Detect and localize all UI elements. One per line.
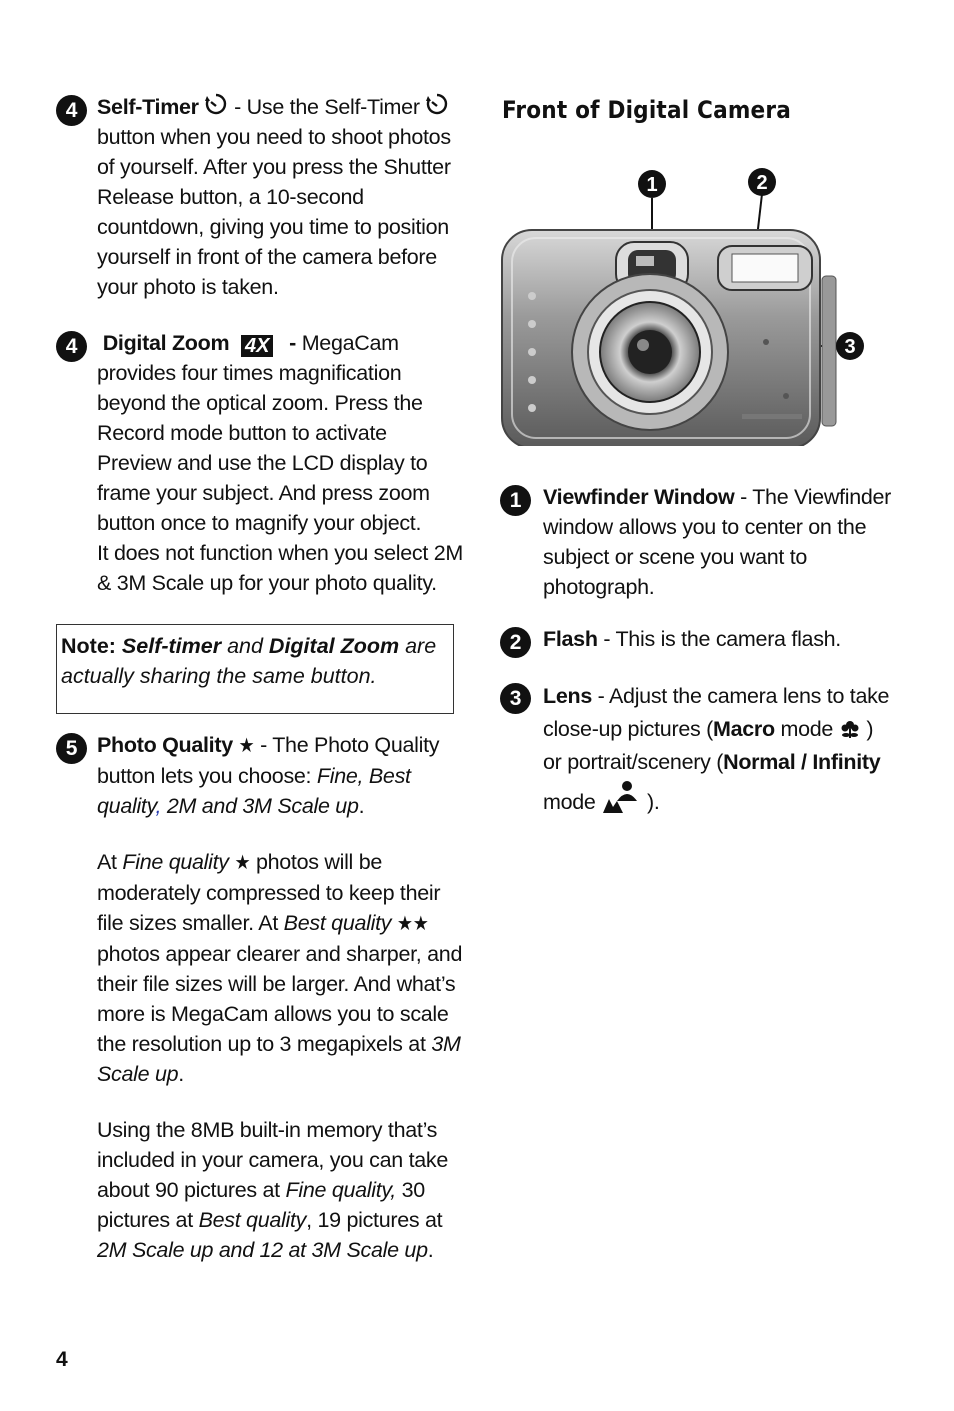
zoom-body-2: It does not function when you select 2M & 3M Scale up for your photo quality. [97,541,463,595]
note-box [56,624,454,714]
comma: , [155,794,162,818]
self-timer-intro: - Use the Self-Timer [234,95,420,119]
note-self-timer: Self-timer [121,634,222,658]
p3c: 30 pictures at [97,1178,425,1232]
quality-options: Fine, Best quality [97,764,411,818]
flash-section [500,624,920,654]
self-timer-icon [204,92,228,116]
digital-zoom-section [56,328,466,598]
close-paren-2: ). [641,790,660,814]
p3e: , 19 pictures at [306,1208,443,1232]
right-column [500,92,920,819]
quality-options-2: 2M and 3M Scale up [161,794,359,818]
p3f: 2M Scale up and 12 at 3M Scale up [97,1238,428,1262]
section-number: 4 [56,95,87,126]
photo-quality-line2: button lets you choose: [97,764,317,788]
left-column [56,92,466,1265]
p3a: Using the 8MB built-in memory that’s included in your camera, you can take about 90 pictures at [97,1118,449,1202]
section-number: 2 [500,627,531,658]
self-timer-section [56,92,466,302]
viewfinder-section [500,482,920,602]
self-timer-icon [425,92,449,116]
normal-infinity-label: Normal / Infinity [723,750,881,774]
double-star-icon: ★★ [396,913,429,935]
callout-1: 1 [646,174,658,196]
lens-body: - Adjust the camera lens to take close-up pictures ( [543,684,890,741]
p2c: photos will be moderately compressed to keep their file sizes smaller. At [97,850,441,935]
flash-body: - This is the camera flash. [597,627,841,651]
lens-section [500,680,920,819]
portrait-scenery-icon [601,779,641,813]
camera-front-illustration [498,146,898,446]
camera-drawing [498,146,898,446]
scale-up-3m: 3M Scale up [97,1032,461,1086]
zoom-lead: MegaCam [301,331,399,355]
callout-3: 3 [844,336,856,358]
period: . [358,794,365,818]
note-tail: are actually sharing the same button. [61,634,437,688]
flash-title: Flash [543,627,598,651]
section-number: 5 [56,733,87,764]
section-number: 3 [500,683,531,714]
section-heading: Front of Digital Camera [502,96,792,124]
digital-zoom-title: Digital Zoom [102,331,230,355]
close-paren: ) [860,717,874,741]
section-number: 4 [56,331,87,362]
dash: - [289,331,296,355]
p3g: . [427,1238,434,1262]
viewfinder-body: - The Viewfinder window allows you to center on the subject or scene you want to photograph. [543,485,892,599]
p2g: . [178,1062,184,1086]
p2e: photos appear clearer and sharper, and their file sizes will be larger. And what’s more is MegaCam allows you to scale the resolution up to 3 megapixels at [97,942,463,1056]
or-portrait: or portrait/scenery ( [543,750,724,774]
mode-label: mode [543,790,596,814]
zoom-4x-icon: 4X [241,335,273,357]
macro-flower-icon [839,718,861,740]
best-quality: Best quality [283,911,392,935]
viewfinder-title: Viewfinder Window [543,485,735,509]
p3b: Fine quality, [285,1178,396,1202]
macro-label: Macro [712,717,775,741]
photo-quality-intro: - The Photo Quality [260,733,440,757]
self-timer-body: button when you need to shoot photos of yourself. After you press the Shutter Release button, a 10-second countdown, giving you time to position yourself in front of the camera before your photo is taken. [97,125,451,299]
star-icon: ★ [238,735,255,757]
note-and: and [221,634,269,658]
fine-quality: Fine quality [122,850,229,874]
section-number: 1 [500,485,531,516]
callout-2: 2 [756,172,768,194]
macro-tail: mode [774,717,834,741]
star-icon: ★ [234,852,251,874]
photo-quality-title: Photo Quality [97,733,233,757]
zoom-body: provides four times magnification beyond the optical zoom. Press the Record mode button to activate Preview and use the LCD display to frame your subject. And press zoom button once to magnify your object. [97,361,430,535]
note-digital-zoom: Digital Zoom [268,634,400,658]
page-number: 4 [56,1348,68,1371]
self-timer-title: Self-Timer [97,95,199,119]
lens-title: Lens [543,684,592,708]
p2a: At [97,850,123,874]
p3d: Best quality [198,1208,307,1232]
photo-quality-section [56,730,466,1265]
note-label: Note: [61,634,116,658]
